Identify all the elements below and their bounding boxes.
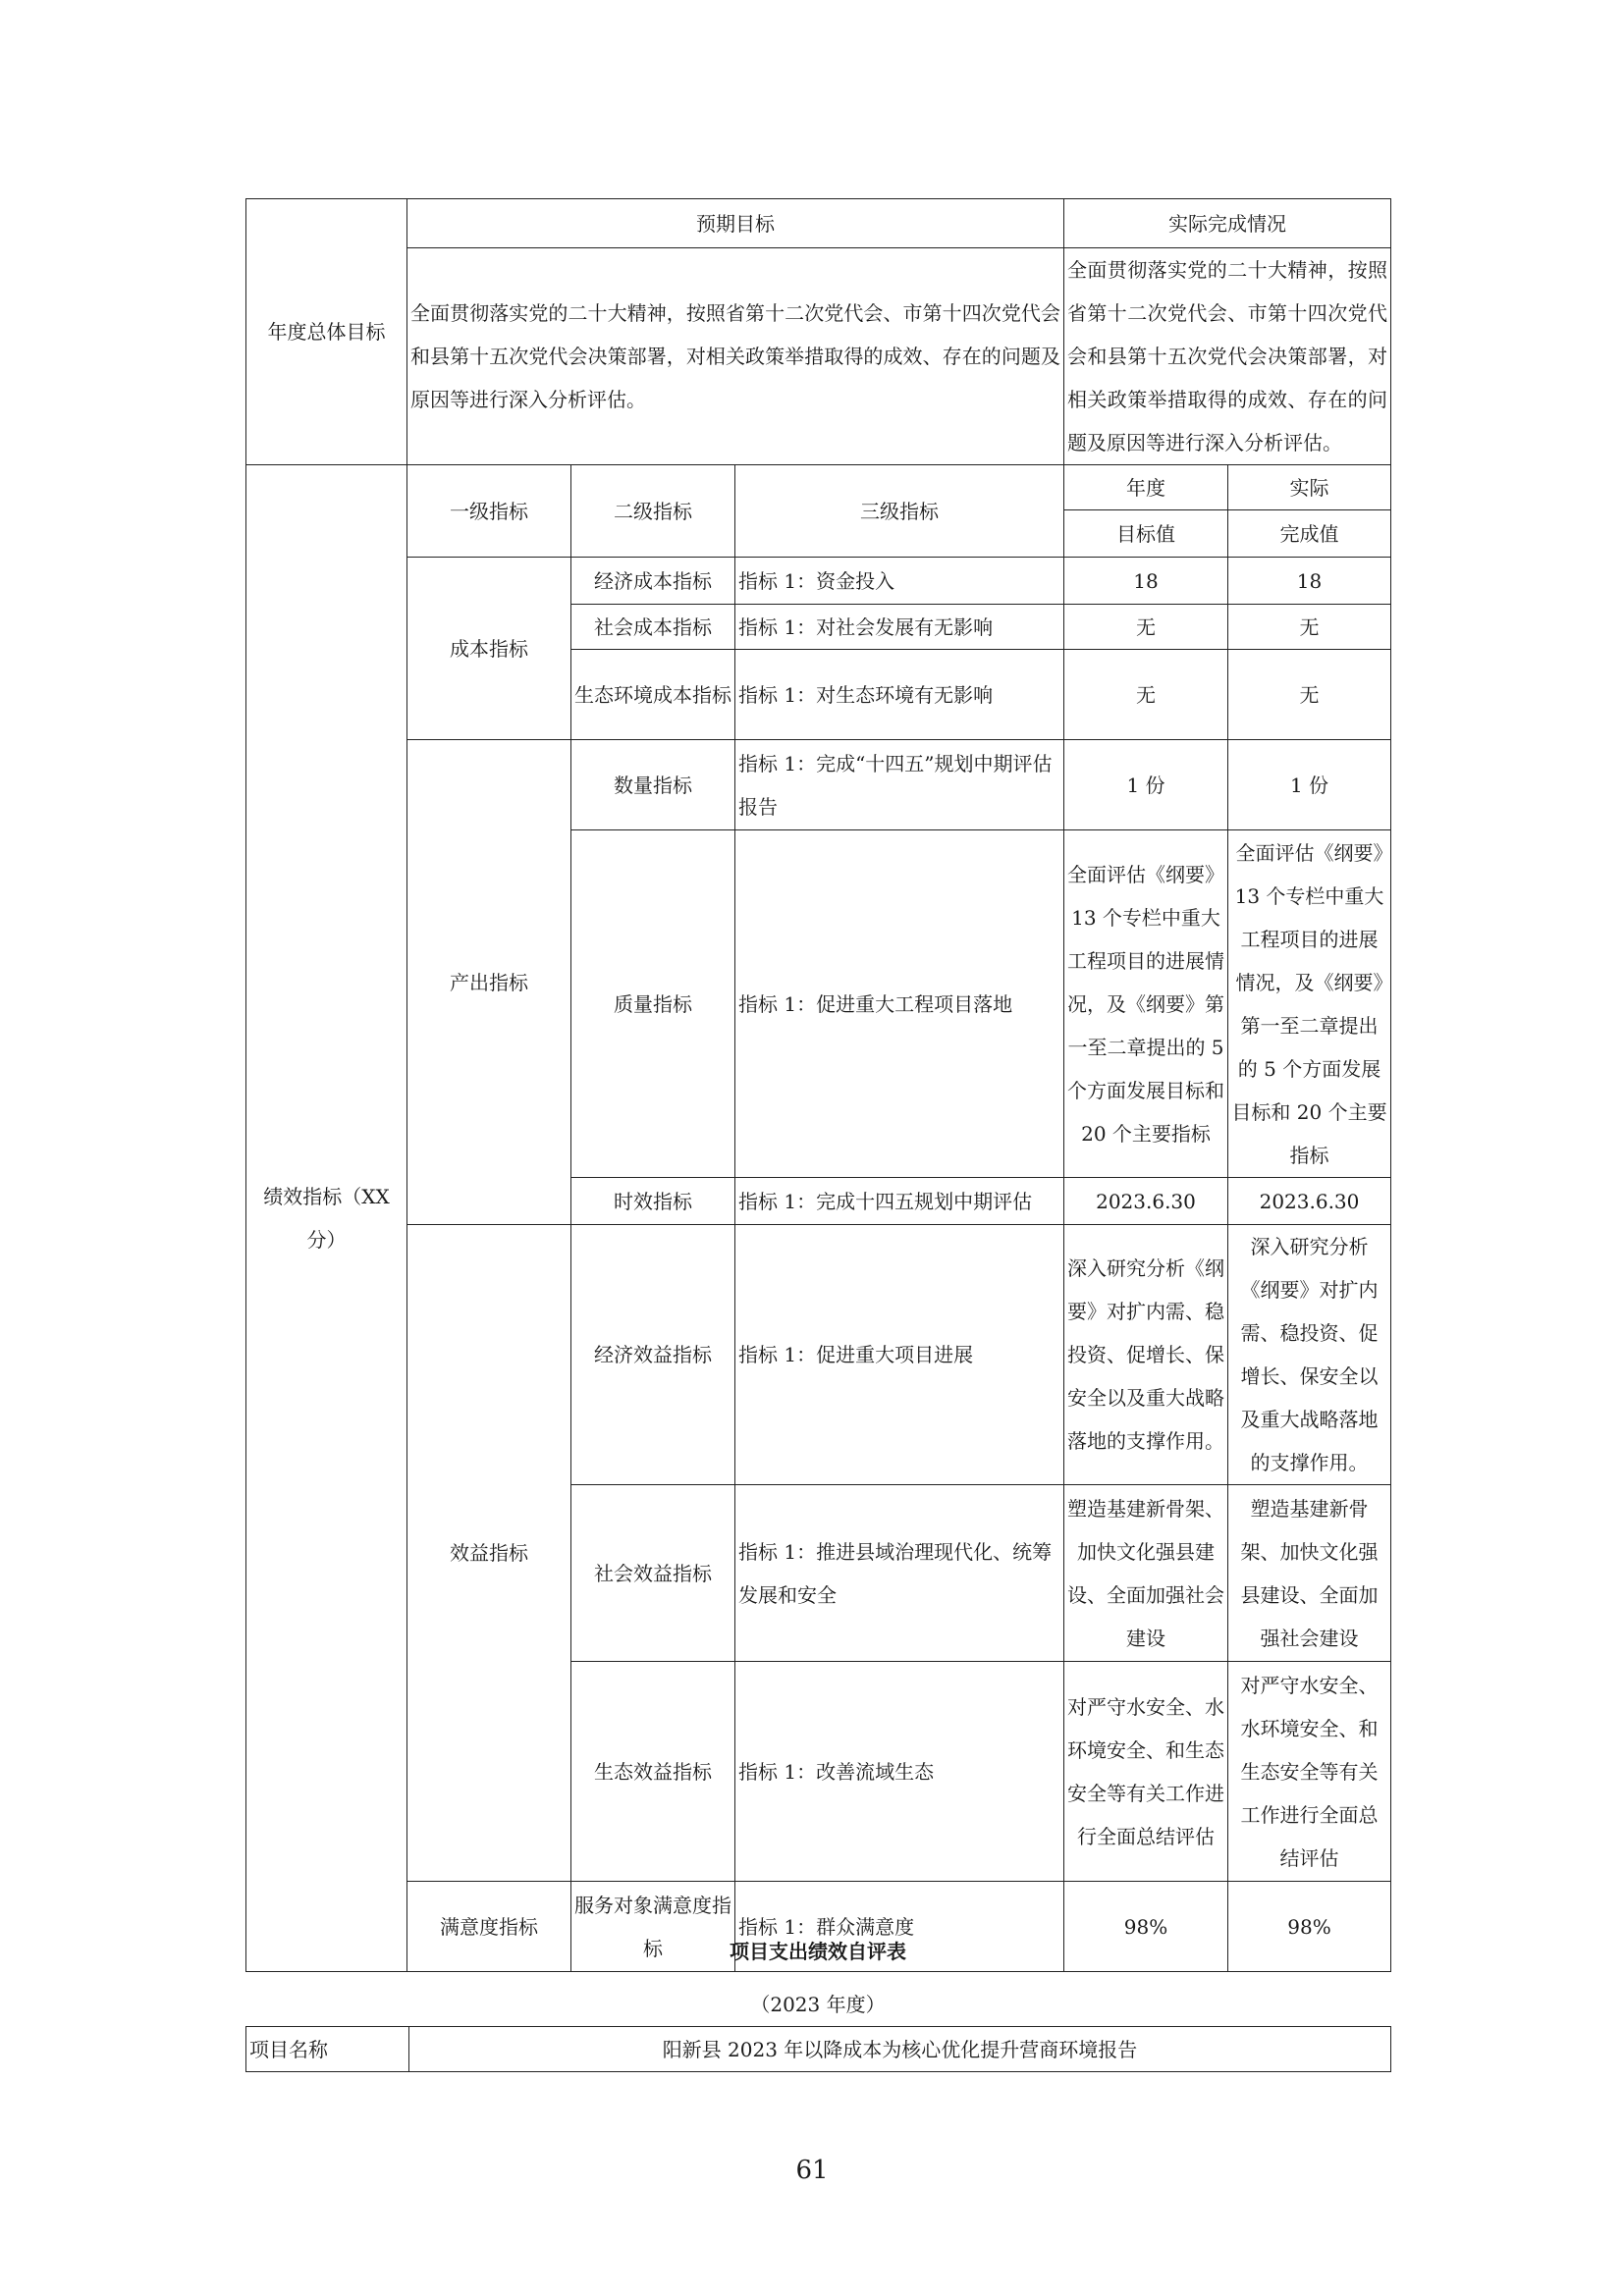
header-actual-top: 实际 bbox=[1228, 465, 1391, 510]
table-row-actual: 无 bbox=[1228, 650, 1391, 740]
table-row-actual: 对严守水安全、水环境安全、和生态安全等有关工作进行全面总结评估 bbox=[1228, 1662, 1391, 1882]
indicators-label: 绩效指标（XX分） bbox=[246, 465, 407, 1972]
satisfaction-indicator-label: 满意度指标 bbox=[407, 1882, 571, 1972]
table-row-actual: 1 份 bbox=[1228, 740, 1391, 830]
table-row-level2: 经济成本指标 bbox=[571, 558, 735, 605]
project-name-label: 项目名称 bbox=[246, 2027, 409, 2072]
table-row-level3: 指标 1：资金投入 bbox=[735, 558, 1064, 605]
table-row-level3: 指标 1：改善流域生态 bbox=[735, 1662, 1064, 1882]
expected-goal-header: 预期目标 bbox=[407, 199, 1064, 248]
table-row-actual: 全面评估《纲要》13 个专栏中重大工程项目的进展情况，及《纲要》第一至二章提出的 5 个方面发展目标和 20 个主要指标 bbox=[1228, 830, 1391, 1178]
header-level3: 三级指标 bbox=[735, 465, 1064, 558]
benefit-indicator-label: 效益指标 bbox=[407, 1225, 571, 1882]
table-row-actual: 深入研究分析《纲要》对扩内需、稳投资、促增长、保安全以及重大战略落地的支撑作用。 bbox=[1228, 1225, 1391, 1485]
table-row-level3: 指标 1：对社会发展有无影响 bbox=[735, 605, 1064, 650]
header-target-top: 年度 bbox=[1064, 465, 1228, 510]
table-row-target: 对严守水安全、水环境安全、和生态安全等有关工作进行全面总结评估 bbox=[1064, 1662, 1228, 1882]
table-row-actual: 无 bbox=[1228, 605, 1391, 650]
table-row-level2: 经济效益指标 bbox=[571, 1225, 735, 1485]
table-row-target: 无 bbox=[1064, 605, 1228, 650]
table-row-actual: 98% bbox=[1228, 1882, 1391, 1972]
table-row-level3: 指标 1：促进重大工程项目落地 bbox=[735, 830, 1064, 1178]
cost-indicator-label: 成本指标 bbox=[407, 558, 571, 740]
table-row-level3: 指标 1：群众满意度 bbox=[735, 1882, 1064, 1972]
project-name-value: 阳新县 2023 年以降成本为核心优化提升营商环境报告 bbox=[409, 2027, 1391, 2072]
table-row-level3: 指标 1：对生态环境有无影响 bbox=[735, 650, 1064, 740]
table-row-level3: 指标 1：完成“十四五”规划中期评估报告 bbox=[735, 740, 1064, 830]
table-row-level3: 指标 1：促进重大项目进展 bbox=[735, 1225, 1064, 1485]
table-row-level3: 指标 1：推进县域治理现代化、统筹发展和安全 bbox=[735, 1485, 1064, 1662]
table-row-level2: 生态环境成本指标 bbox=[571, 650, 735, 740]
table-caption-title: 项目支出绩效自评表 bbox=[730, 1940, 906, 1963]
table-row-actual: 2023.6.30 bbox=[1228, 1178, 1391, 1225]
table-row-level2: 时效指标 bbox=[571, 1178, 735, 1225]
table-row-level2: 质量指标 bbox=[571, 830, 735, 1178]
output-indicator-label: 产出指标 bbox=[407, 740, 571, 1225]
table-row-level2: 数量指标 bbox=[571, 740, 735, 830]
annual-goal-label: 年度总体目标 bbox=[246, 199, 407, 465]
table-row-target: 98% bbox=[1064, 1882, 1228, 1972]
header-level2: 二级指标 bbox=[571, 465, 735, 558]
table-row-level2: 生态效益指标 bbox=[571, 1662, 735, 1882]
performance-table bbox=[245, 198, 1391, 1972]
table-row-target: 深入研究分析《纲要》对扩内需、稳投资、促增长、保安全以及重大战略落地的支撑作用。 bbox=[1064, 1225, 1228, 1485]
table-row-level2: 社会效益指标 bbox=[571, 1485, 735, 1662]
page-number: 61 bbox=[795, 2156, 829, 2185]
table-row-level3: 指标 1：完成十四五规划中期评估 bbox=[735, 1178, 1064, 1225]
table-row-target: 2023.6.30 bbox=[1064, 1178, 1228, 1225]
table-row-actual: 18 bbox=[1228, 558, 1391, 605]
actual-status-header: 实际完成情况 bbox=[1064, 199, 1391, 248]
expected-goal-text: 全面贯彻落实党的二十大精神，按照省第十二次党代会、市第十四次党代会和县第十五次党代会决策部署，对相关政策举措取得的成效、存在的问题及原因等进行深入分析评估。 bbox=[407, 248, 1064, 465]
header-actual-bottom: 完成值 bbox=[1228, 510, 1391, 558]
project-name-table bbox=[245, 2026, 1391, 2072]
actual-status-text: 全面贯彻落实党的二十大精神，按照省第十二次党代会、市第十四次党代会和县第十五次党代会决策部署，对相关政策举措取得的成效、存在的问题及原因等进行深入分析评估。 bbox=[1064, 248, 1391, 465]
table-caption-year: （2023 年度） bbox=[750, 1993, 886, 2016]
table-row-level2: 服务对象满意度指标 bbox=[571, 1882, 735, 1972]
table-row-target: 1 份 bbox=[1064, 740, 1228, 830]
table-row-target: 18 bbox=[1064, 558, 1228, 605]
table-row-target: 无 bbox=[1064, 650, 1228, 740]
header-level1: 一级指标 bbox=[407, 465, 571, 558]
table-row-target: 塑造基建新骨架、加快文化强县建设、全面加强社会建设 bbox=[1064, 1485, 1228, 1662]
header-target-bottom: 目标值 bbox=[1064, 510, 1228, 558]
table-row-target: 全面评估《纲要》13 个专栏中重大工程项目的进展情况，及《纲要》第一至二章提出的 5 个方面发展目标和 20 个主要指标 bbox=[1064, 830, 1228, 1178]
table-row-level2: 社会成本指标 bbox=[571, 605, 735, 650]
table-row-actual: 塑造基建新骨架、加快文化强县建设、全面加强社会建设 bbox=[1228, 1485, 1391, 1662]
